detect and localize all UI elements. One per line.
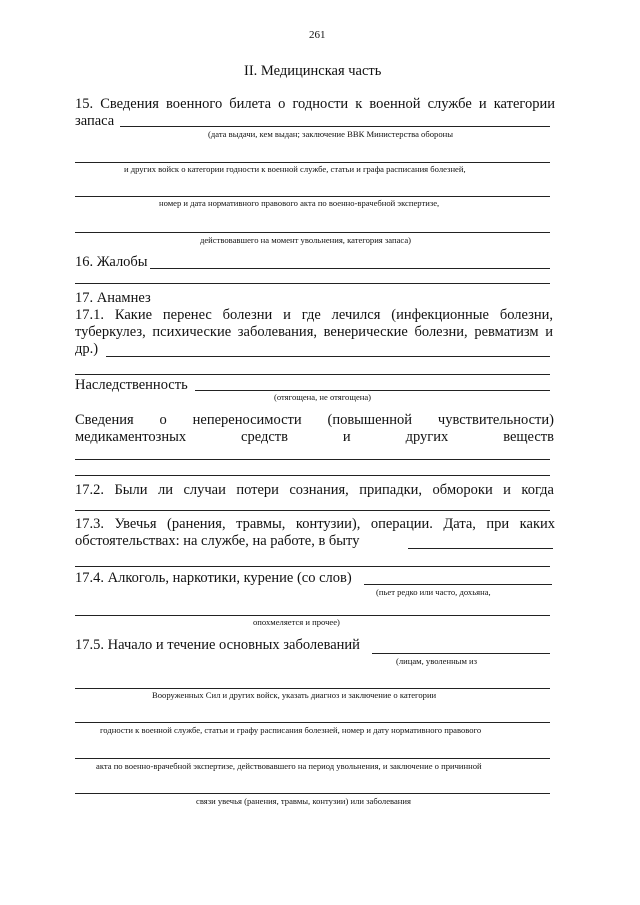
- item172-line: [75, 482, 554, 499]
- item171-answer-line-2[interactable]: [75, 374, 550, 375]
- item172-word: и: [503, 482, 511, 498]
- intolerance-line1: [75, 412, 554, 429]
- item173-line2: обстоятельствах: на службе, на работе, в быту: [75, 533, 360, 549]
- item172-word: обмороки: [432, 482, 493, 498]
- item15-answer-line-3[interactable]: [75, 196, 550, 197]
- item174-hint-2: опохмеляется и прочее): [253, 617, 340, 627]
- item174-answer-line-2[interactable]: [75, 615, 550, 616]
- page-number: 261: [309, 29, 326, 41]
- item15-answer-line-2[interactable]: [75, 162, 550, 163]
- item15-answer-line-4[interactable]: [75, 232, 550, 233]
- intolerance-word: медикаментозных: [75, 429, 187, 445]
- item17-title: 17. Анамнез: [75, 290, 151, 306]
- item15-line1: 15. Сведения военного билета о годности к военной службе и категории: [75, 96, 555, 112]
- item175-answer-line-5[interactable]: [75, 793, 550, 794]
- item175-answer-line-4[interactable]: [75, 758, 550, 759]
- item175-hint-3: годности к военной службе, статьи и графу расписания болезней, номер и дату нормативного правового: [100, 725, 482, 735]
- intolerance-word: и: [342, 429, 351, 445]
- item175-label: 17.5. Начало и течение основных заболеваний: [75, 637, 360, 653]
- item16-label: 16. Жалобы: [75, 254, 148, 270]
- intolerance-answer-line-1[interactable]: [75, 459, 550, 460]
- heredity-label: Наследственность: [75, 377, 188, 393]
- item172-word: потери: [236, 482, 279, 498]
- intolerance-answer-line-2[interactable]: [75, 475, 550, 476]
- intolerance-word: непереносимости: [192, 412, 302, 428]
- heredity-hint: (отягощена, не отягощена): [274, 392, 372, 402]
- intolerance-word: чувствительности): [437, 412, 554, 428]
- item171-line1: 17.1. Какие перенес болезни и где лечился (инфекционные болезни,: [75, 307, 553, 323]
- item172-word: припадки,: [359, 482, 423, 498]
- item171-answer-line-1[interactable]: [106, 356, 550, 357]
- item15-hint-4: действовавшего на момент увольнения, категория запаса): [200, 235, 412, 245]
- item172-word: когда: [521, 482, 554, 498]
- item174-hint-1: (пьет редко или часто, дохьяна,: [376, 587, 491, 597]
- item15-line2: запаса: [75, 113, 115, 129]
- item173-answer-line-2[interactable]: [75, 566, 550, 567]
- intolerance-word: (повышенной: [327, 412, 413, 428]
- item172-answer-line[interactable]: [75, 510, 550, 511]
- item171-line3: др.): [75, 341, 99, 357]
- item15-hint-1: (дата выдачи, кем выдан; заключение ВВК Министерства обороны: [208, 129, 453, 139]
- item172-word: случаи: [183, 482, 226, 498]
- item15-hint-3: номер и дата нормативного правового акта по военно-врачебной экспертизе,: [159, 198, 440, 208]
- item172-word: 17.2.: [75, 482, 104, 498]
- item172-word: ли: [157, 482, 173, 498]
- item172-word: сознания,: [289, 482, 349, 498]
- section-title: II. Медицинская часть: [244, 63, 382, 79]
- item175-hint-2: Вооруженных Сил и других войск, указать диагноз и заключение о категории: [152, 690, 437, 700]
- item173-line1: 17.3. Увечья (ранения, травмы, контузии), операции. Дата, при каких: [75, 516, 555, 532]
- item175-hint-4: акта по военно-врачебной экспертизе, действовавшего на период увольнения, и заключение о причинной: [96, 761, 482, 771]
- item175-hint-1: (лицам, уволенным из: [396, 656, 478, 666]
- heredity-answer-line[interactable]: [195, 390, 550, 391]
- intolerance-word: Сведения: [75, 412, 134, 428]
- intolerance-word: других: [405, 429, 449, 445]
- item175-answer-line-1[interactable]: [372, 653, 550, 654]
- item175-answer-line-3[interactable]: [75, 722, 550, 723]
- item175-hint-5: связи увечья (ранения, травмы, контузии) или заболевания: [196, 796, 411, 806]
- intolerance-word: веществ: [503, 429, 554, 445]
- item15-hint-2: и других войск о категории годности к военной службе, статьи и графа расписания болезней,: [124, 164, 466, 174]
- intolerance-line2: [75, 429, 554, 446]
- intolerance-word: о: [159, 412, 167, 428]
- item16-answer-line-2[interactable]: [75, 283, 550, 284]
- item174-answer-line-1[interactable]: [364, 584, 552, 585]
- item174-label: 17.4. Алкоголь, наркотики, курение (со слов): [75, 570, 352, 586]
- item173-answer-line-1[interactable]: [408, 548, 553, 549]
- item15-answer-line-1[interactable]: [120, 126, 550, 127]
- item175-answer-line-2[interactable]: [75, 688, 550, 689]
- intolerance-word: средств: [241, 429, 288, 445]
- item172-word: Были: [114, 482, 148, 498]
- item171-line2: туберкулез, психические заболевания, венерические болезни, ревматизм и: [75, 324, 553, 340]
- item16-answer-line-1[interactable]: [150, 268, 550, 269]
